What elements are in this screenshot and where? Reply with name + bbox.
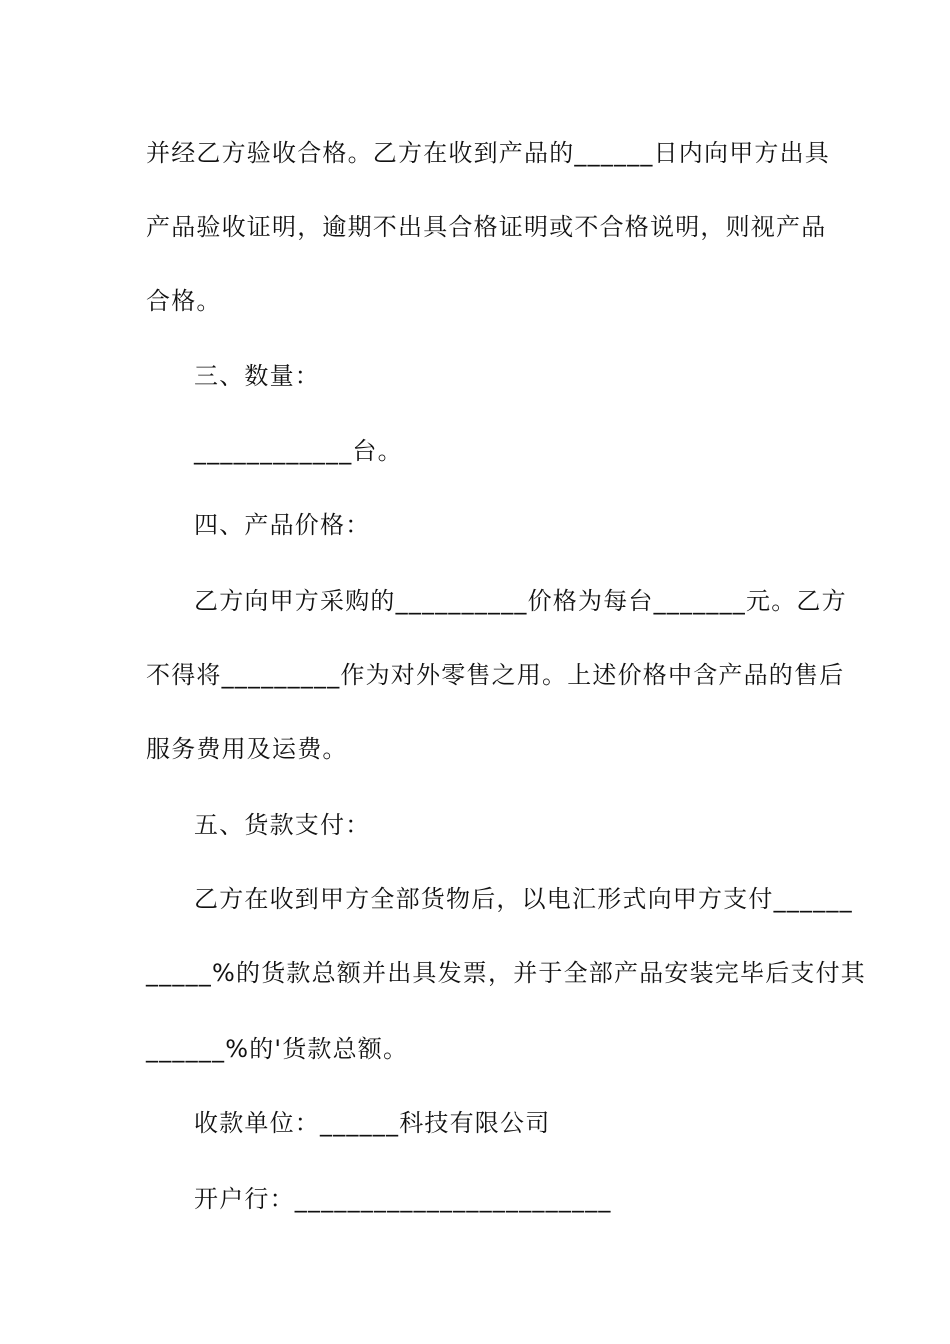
text-line: 并经乙方验收合格。乙方在收到产品的______日内向甲方出具 [146,139,830,167]
text-line: 乙方在收到甲方全部货物后，以电汇形式向甲方支付______ [194,885,853,913]
text-line: 合格。 [146,287,222,315]
text-line: ____________台。 [194,437,403,465]
text-line: _____%的货款总额并出具发票，并于全部产品安装完毕后支付其 [146,959,867,987]
section-heading: 四、产品价格： [194,511,371,539]
text-line: ______%的'货款总额。 [146,1035,409,1063]
text-line: 乙方向甲方采购的__________价格为每台_______元。乙方 [194,587,847,615]
text-line: 产品验收证明，逾期不出具合格证明或不合格说明，则视产品 [146,213,827,241]
text-line: 服务费用及运费。 [146,735,348,763]
text-line: 不得将_________作为对外零售之用。上述价格中含产品的售后 [146,661,845,689]
section-heading: 三、数量： [194,362,320,390]
section-heading: 五、货款支付： [194,811,371,839]
bank-line: 开户行：________________________ [194,1185,612,1213]
payee-line: 收款单位：______科技有限公司 [194,1109,551,1137]
